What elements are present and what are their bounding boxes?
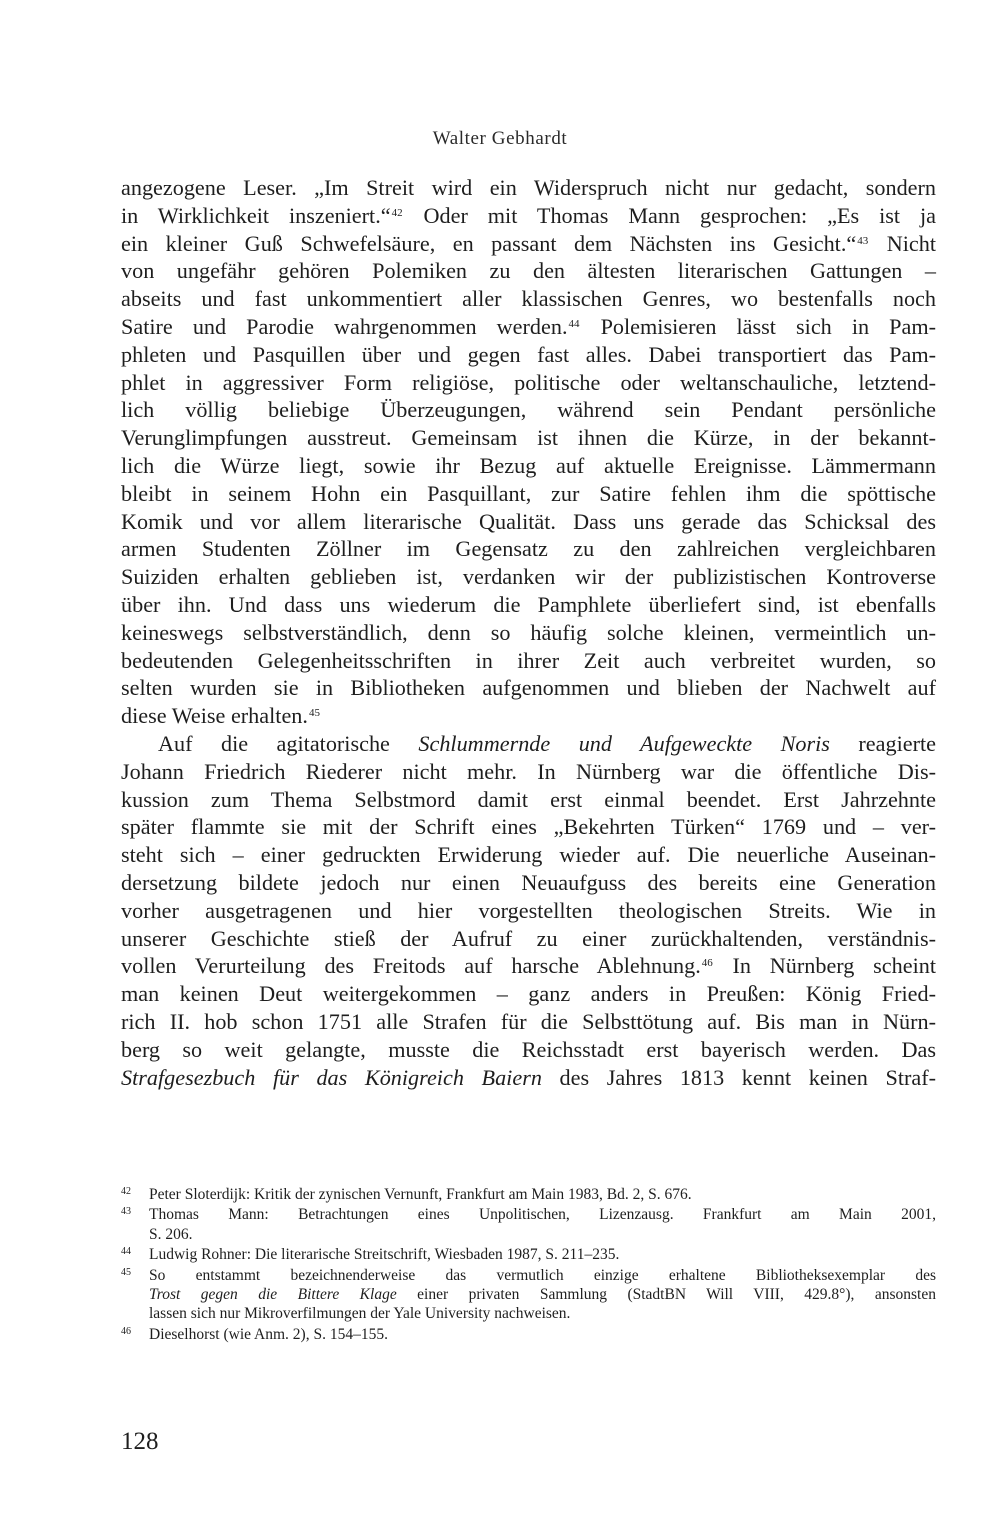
footnote-ref-43[interactable]: 43: [857, 234, 869, 247]
text-line: Suiziden erhalten geblieben ist, verdanken wir der publizistischen Kontroverse: [121, 564, 936, 590]
text-line: man keinen Deut weitergekommen – ganz anders in Preußen: König Fried-: [121, 981, 936, 1007]
text-line: keineswegs selbstverständlich, denn so häufig solche kleinen, vermeintlich un-: [121, 619, 936, 645]
text-line: lich völlig beliebige Überzeugungen, während sein Pendant persönliche: [121, 397, 936, 423]
page-number: 128: [121, 1428, 159, 1455]
text-line: rich II. hob schon 1751 alle Strafen für die Selbsttötung auf. Bis man in Nürn-: [121, 1008, 936, 1034]
work-title: Trost gegen die Bittere Klage: [149, 1286, 397, 1304]
text-line: Johann Friedrich Riederer nicht mehr. In Nürnberg war die öffentliche Dis-: [121, 758, 936, 784]
text-line: unserer Geschichte stieß der Aufruf zu einer zurückhaltenden, verständnis-: [121, 925, 936, 951]
text-line: armen Studenten Zöllner im Gegensatz zu den zahlreichen vergleichbaren: [121, 536, 936, 562]
text-line: bedeutenden Gelegenheitsschriften in ihrer Zeit auch verbreitet wurden, so: [121, 647, 936, 673]
text-line: Satire und Parodie wahrgenommen werden.$^{44}$ Polemisieren lässt sich in Pam-: [121, 313, 936, 339]
footnote-number: 46: [121, 1325, 131, 1337]
text-line: Komik und vor allem literarische Qualität. Dass uns gerade das Schicksal des: [121, 508, 936, 534]
text-line: bleibt in seinem Hohn ein Pasquillant, zur Satire fehlen ihm die spöttische: [121, 480, 936, 506]
text-line: von ungefähr gehören Polemiken zu den ältesten literarischen Gattungen –: [121, 258, 936, 284]
footnote-ref-46[interactable]: 46: [701, 957, 713, 970]
footnote-number: 43: [121, 1206, 131, 1218]
text-line: in Wirklichkeit inszeniert.“$^{42}$ Oder mit Thomas Mann gesprochen: „Es ist ja: [121, 202, 936, 228]
footnote-ref-44[interactable]: 44: [568, 317, 580, 330]
footnote-text: Thomas Mann: Betrachtungen eines Unpolitischen, Lizenzausg. Frankfurt am Main 2001,: [149, 1206, 936, 1224]
work-title: Strafgesezbuch für das Königreich Baiern: [121, 1064, 542, 1090]
footnote-45: [121, 1266, 936, 1324]
text-line: selten wurden sie in Bibliotheken aufgenommen und blieben der Nachwelt auf: [121, 675, 936, 701]
text-line: vollen Verurteilung des Freitods auf harsche Ablehnung.$^{46}$ In Nürnberg scheint: [121, 953, 936, 979]
footnote-text: So entstammt bezeichnenderweise das vermutlich einzige erhaltene Bibliotheksexemplar des: [149, 1266, 936, 1284]
text-line: angezogene Leser. „Im Streit wird ein Widerspruch nicht nur gedacht, sondern: [121, 175, 936, 200]
footnote-46: [121, 1325, 936, 1344]
text-line: lich die Würze liegt, sowie ihr Bezug auf aktuelle Ereignisse. Lämmermann: [121, 452, 936, 478]
footnotes: [121, 1185, 936, 1345]
footnote-number: 42: [121, 1186, 131, 1197]
body-text: [121, 174, 936, 1091]
text-line: diese Weise erhalten.$^{45}$: [121, 703, 320, 729]
text-line: phlet in aggressiver Form religiöse, politische oder weltanschauliche, letztend-: [121, 369, 936, 395]
text-line: abseits und fast unkommentiert aller klassischen Genres, wo bestenfalls noch: [121, 286, 936, 312]
text-line: dersetzung bildete jedoch nur einen Neuaufguss des bereits eine Generation: [121, 869, 936, 895]
text-line: über ihn. Und dass uns wiederum die Pamphlete überliefert sind, ist ebenfalls: [121, 591, 936, 617]
text-line: phleten und Pasquillen über und gegen fast alles. Dabei transportiert das Pam-: [121, 341, 936, 367]
footnote-text: Dieselhorst (wie Anm. 2), S. 154–155.: [149, 1325, 388, 1343]
running-head: Walter Gebhardt: [432, 128, 568, 149]
text-line: ein kleiner Guß Schwefelsäure, en passant dem Nächsten ins Gesicht.“$^{43}$ Nicht: [121, 230, 937, 256]
footnote-number: 45: [121, 1266, 131, 1278]
text-line: kussion zum Thema Selbstmord damit erst einmal beendet. Erst Jahrzehnte: [121, 786, 936, 812]
text-line: steht sich – einer gedruckten Erwiderung wieder auf. Die neuerliche Auseinan-: [121, 842, 936, 868]
footnote-ref-45[interactable]: 45: [308, 707, 320, 720]
text-line: Verunglimpfungen ausstreut. Gemeinsam ist ihnen die Kürze, in der bekannt-: [121, 425, 936, 451]
text-line: vorher ausgetragenen und hier vorgestellten theologischen Streits. Wie in: [121, 897, 936, 923]
text-line: später flammte sie mit der Schrift eines „Bekehrten Türken“ 1769 und – ver-: [121, 814, 936, 840]
text-line: berg so weit gelangte, musste die Reichsstadt erst bayerisch werden. Das: [121, 1036, 936, 1062]
footnote-43: [121, 1205, 936, 1244]
footnote-text: lassen sich nur Mikroverfilmungen der Yale University nachweisen.: [149, 1305, 571, 1323]
footnote-text: Peter Sloterdijk: Kritik der zynischen Vernunft, Frankfurt am Main 1983, Bd. 2, S. 676.: [149, 1186, 692, 1203]
footnote-44: [121, 1245, 936, 1264]
footnote-42: [121, 1185, 936, 1204]
footnote-ref-42[interactable]: 42: [391, 206, 403, 219]
text-line: Strafgesezbuch für das Königreich Baiern des Jahres 1813 kennt keinen Straf-: [121, 1064, 937, 1090]
footnote-text: Trost gegen die Bittere Klage einer privaten Sammlung (StadtBN Will VIII, 429.8°), ansonsten: [149, 1286, 936, 1304]
text-line: Auf die agitatorische Schlummernde und Aufgeweckte Noris reagierte: [158, 730, 937, 756]
footnote-text: S. 206.: [149, 1225, 193, 1243]
footnote-number: 44: [121, 1246, 131, 1258]
work-title: Schlummernde und Aufgeweckte Noris: [418, 730, 830, 756]
footnote-text: Ludwig Rohner: Die literarische Streitschrift, Wiesbaden 1987, S. 211–235.: [149, 1246, 620, 1264]
